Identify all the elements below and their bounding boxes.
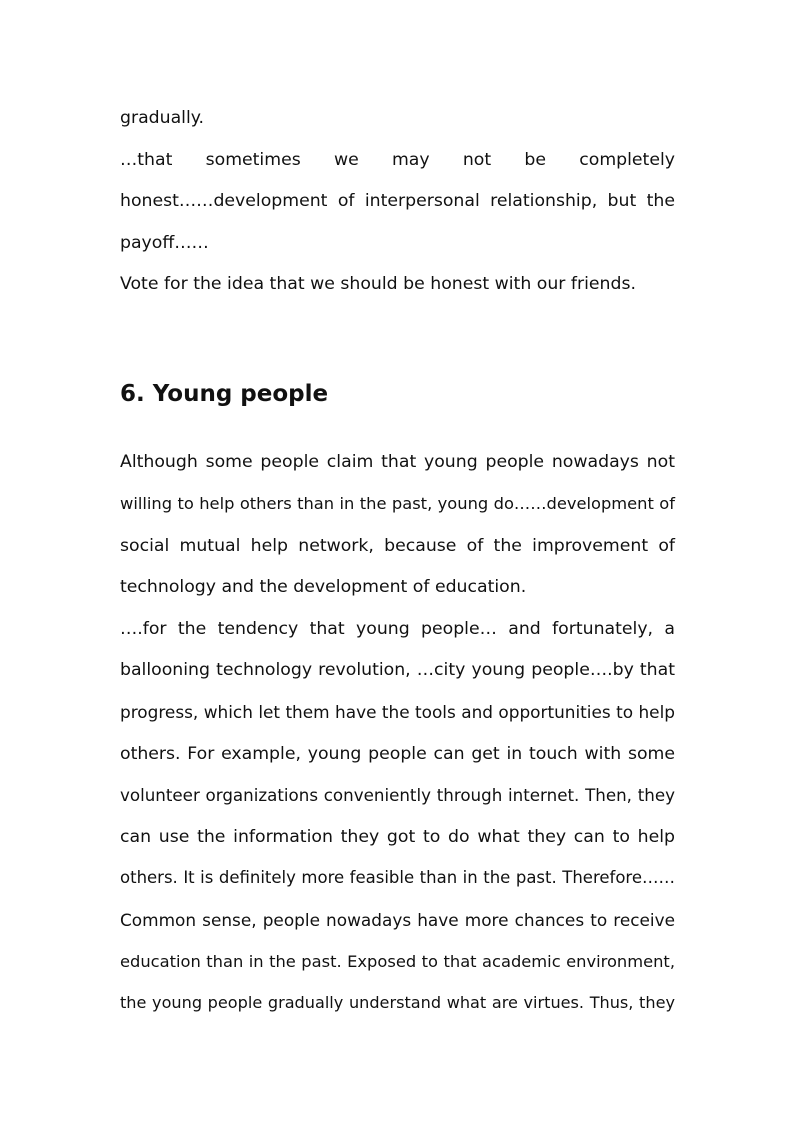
text-line: others. It is definitely more feasible than in the past. Therefore…… [120, 868, 675, 887]
text-line: Although some people claim that young people nowadays not [120, 452, 675, 472]
text-line: education than in the past. Exposed to that academic environment, [120, 952, 675, 971]
text-line: ballooning technology revolution, …city young people….by that [120, 660, 675, 680]
text-line: payoff…… [120, 233, 209, 253]
text-line: honest……development of interpersonal relationship, but the [120, 191, 675, 211]
text-line: Vote for the idea that we should be honest with our friends. [120, 274, 636, 294]
text-line: progress, which let them have the tools and opportunities to help [120, 702, 675, 722]
text-line: willing to help others than in the past, young do……development of [120, 494, 675, 513]
text-line: the young people gradually understand what are virtues. Thus, they [120, 993, 675, 1012]
text-line: others. For example, young people can get in touch with some [120, 744, 675, 764]
text-line: can use the information they got to do what they can to help [120, 827, 675, 847]
text-line: Common sense, people nowadays have more chances to receive [120, 910, 675, 930]
text-line: ….for the tendency that young people… and fortunately, a [120, 619, 675, 639]
section-heading: 6. Young people [120, 381, 329, 407]
text-line: …that sometimes we may not be completely [120, 150, 675, 170]
text-line: technology and the development of education. [120, 577, 527, 597]
text-line: gradually. [120, 108, 205, 128]
text-line: social mutual help network, because of the improvement of [120, 536, 675, 556]
text-line: volunteer organizations conveniently through internet. Then, they [120, 785, 675, 805]
